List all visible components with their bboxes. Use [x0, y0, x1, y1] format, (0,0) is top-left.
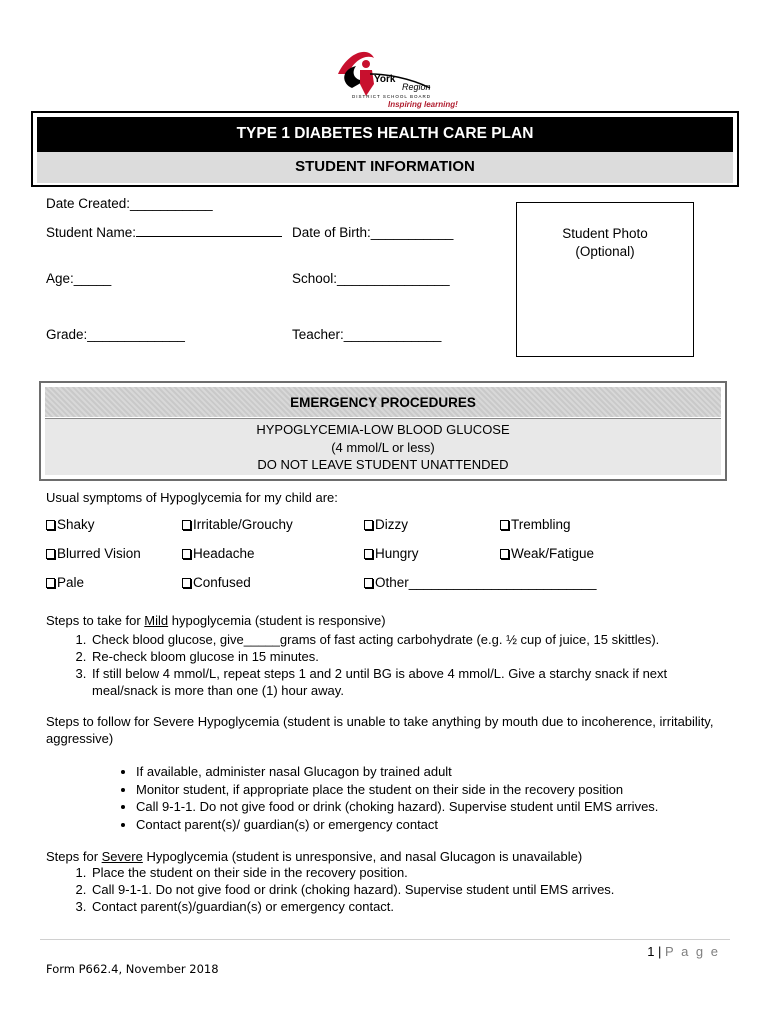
list-item: 1. Place the student on their side in the recovery position.: [90, 864, 726, 881]
emergency-line-1: HYPOGLYCEMIA-LOW BLOOD GLUCOSE: [256, 422, 510, 437]
photo-label: Student Photo: [562, 226, 648, 241]
checkbox-icon[interactable]: [182, 549, 191, 559]
page-number: [647, 944, 720, 959]
title-block: [31, 111, 739, 187]
school-field[interactable]: School:_______________: [292, 271, 450, 286]
list-item: • If available, administer nasal Glucagon by trained adult: [136, 763, 738, 781]
date-created-field[interactable]: Date Created:___________: [46, 196, 213, 211]
emergency-line-3: DO NOT LEAVE STUDENT UNATTENDED: [257, 457, 509, 472]
symptom-label: Dizzy: [375, 517, 408, 532]
photo-optional-label: (Optional): [575, 244, 635, 259]
emergency-procedures-heading: EMERGENCY PROCEDURES: [45, 387, 721, 417]
mild-steps-list: [66, 631, 726, 699]
age-field[interactable]: Age:_____: [46, 271, 112, 286]
page-number-value: 1: [647, 944, 655, 959]
symptom-checkbox[interactable]: [500, 546, 594, 561]
mild-intro-prefix: Steps to take for: [46, 613, 145, 628]
severe-intro: Steps to follow for Severe Hypoglycemia (student is unable to take anything by mouth due to incoherence, irritability, aggressive): [46, 714, 714, 746]
checkbox-icon[interactable]: [364, 520, 373, 530]
severe-intro-prefix: Steps for: [46, 849, 102, 864]
student-name-line[interactable]: [136, 225, 282, 237]
severe-unresponsive-intro: [46, 848, 582, 865]
severe-unresponsive-steps-list: [66, 864, 726, 915]
logo-tagline: Inspiring learning!: [388, 100, 458, 109]
symptom-label: Hungry: [375, 546, 419, 561]
document-title: TYPE 1 DIABETES HEALTH CARE PLAN: [37, 117, 733, 151]
student-name-field[interactable]: [46, 225, 282, 240]
list-item: 3. Contact parent(s)/guardian(s) or emergency contact.: [90, 898, 726, 915]
checkbox-icon[interactable]: [46, 578, 55, 588]
symptom-label: Irritable/Grouchy: [193, 517, 293, 532]
emergency-line-2: (4 mmol/L or less): [331, 439, 435, 455]
list-item: • Call 9-1-1. Do not give food or drink (choking hazard). Supervise student until EMS arrives.: [136, 798, 738, 816]
checkbox-icon[interactable]: [364, 578, 373, 588]
emergency-info: [45, 418, 721, 475]
emergency-procedures-block: [39, 381, 727, 481]
symptom-checkbox[interactable]: [364, 517, 408, 532]
logo-org-line1: York: [374, 74, 396, 85]
mild-intro: [46, 612, 386, 629]
student-photo-box[interactable]: [516, 202, 694, 357]
symptom-checkbox[interactable]: [182, 575, 251, 590]
checkbox-icon[interactable]: [46, 549, 55, 559]
list-item: • Monitor student, if appropriate place the student on their side in the recovery position: [136, 781, 738, 799]
footer-divider: [40, 939, 730, 940]
mild-intro-suffix: hypoglycemia (student is responsive): [168, 613, 386, 628]
checkbox-icon[interactable]: [182, 578, 191, 588]
checkbox-icon[interactable]: [46, 520, 55, 530]
symptom-checkbox[interactable]: [364, 546, 419, 561]
symptom-checkbox[interactable]: [46, 575, 84, 590]
symptom-checkbox-other[interactable]: [364, 575, 596, 590]
grade-field[interactable]: Grade:_____________: [46, 327, 185, 342]
checkbox-icon[interactable]: [500, 520, 509, 530]
checkbox-icon[interactable]: [500, 549, 509, 559]
symptom-label: Confused: [193, 575, 251, 590]
symptom-label: Pale: [57, 575, 85, 590]
severe-intro-emphasis: Severe: [101, 849, 143, 864]
symptom-label: Headache: [193, 546, 255, 561]
symptom-checkbox[interactable]: [46, 546, 141, 561]
symptom-checkbox[interactable]: [182, 517, 293, 532]
symptoms-intro: Usual symptoms of Hypoglycemia for my child are:: [46, 490, 338, 505]
mild-intro-emphasis: Mild: [144, 613, 169, 628]
severe-bullets-list: [118, 763, 738, 833]
severe-intro-suffix: Hypoglycemia (student is unresponsive, and nasal Glucagon is unavailable): [142, 849, 583, 864]
list-item: 2. Re-check bloom glucose in 15 minutes.: [90, 648, 726, 665]
form-number: Form P662.4, November 2018: [46, 962, 219, 976]
section-title-student-information: STUDENT INFORMATION: [37, 151, 733, 183]
symptom-label: Blurred Vision: [57, 546, 141, 561]
symptom-checkbox[interactable]: [500, 517, 571, 532]
teacher-field[interactable]: Teacher:_____________: [292, 327, 442, 342]
symptom-label: Weak/Fatigue: [511, 546, 595, 561]
list-item: • Contact parent(s)/ guardian(s) or emergency contact: [136, 816, 738, 834]
checkbox-icon[interactable]: [364, 549, 373, 559]
page-separator: |: [654, 944, 666, 959]
list-item: 3. If still below 4 mmol/L, repeat steps 1 and 2 until BG is above 4 mmol/L. Give a starchy snack if next meal/snack is more than one (1) hour away.: [90, 665, 726, 699]
page-word: P a g e: [665, 944, 720, 959]
symptom-checkbox[interactable]: [182, 546, 255, 561]
symptom-label: Shaky: [57, 517, 95, 532]
student-name-label: Student Name:: [46, 225, 137, 240]
logo-org-line3: DISTRICT SCHOOL BOARD: [352, 94, 432, 99]
list-item: 2. Call 9-1-1. Do not give food or drink (choking hazard). Supervise student until EMS arrives.: [90, 881, 726, 898]
list-item: 1. Check blood glucose, give_____grams of fast acting carbohydrate (e.g. ½ cup of juice, 15 skittles).: [90, 631, 726, 648]
logo-org-line2: Region: [402, 82, 431, 92]
symptom-label: Other_________________________: [375, 575, 597, 590]
symptom-label: Trembling: [511, 517, 571, 532]
symptom-checkbox[interactable]: [46, 517, 95, 532]
checkbox-icon[interactable]: [182, 520, 191, 530]
date-of-birth-field[interactable]: Date of Birth:___________: [292, 225, 454, 240]
